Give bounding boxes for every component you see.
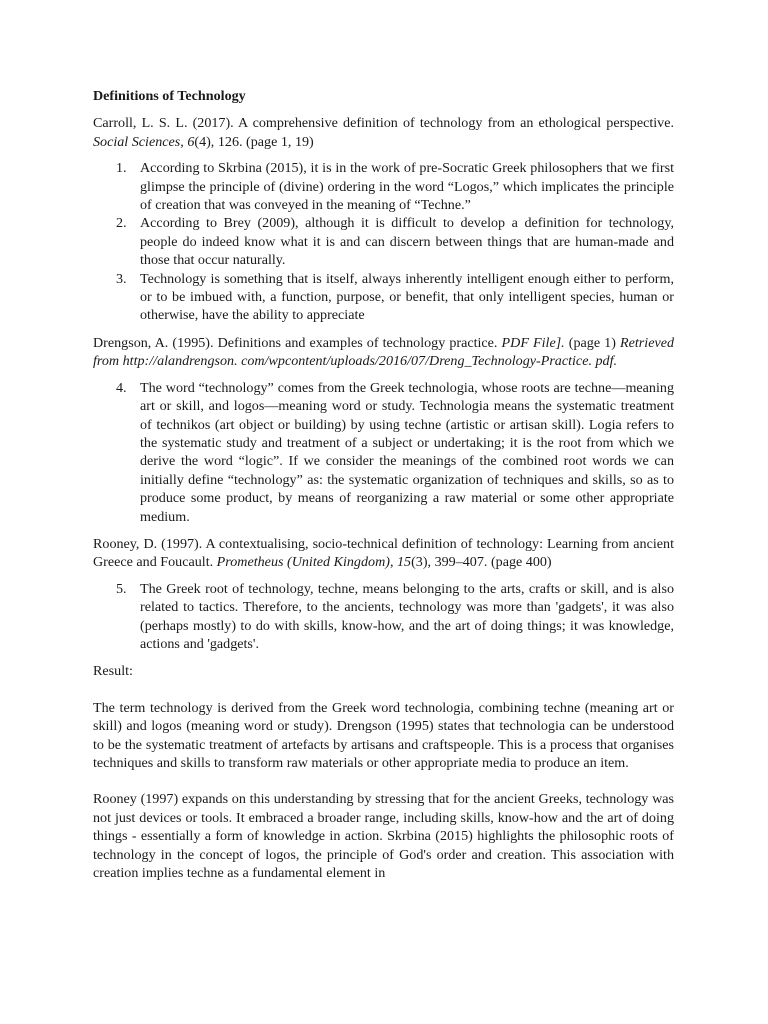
list-item	[93, 580, 674, 654]
list-item	[93, 270, 674, 325]
list-item-text: The word “technology” comes from the Greek technologia, whose roots are techne—meaning art or skill, and logos—meaning word or study. Technologia means the systematic treatment of technikos (art object or building) by using techne (artistic or artisan skill). Logia refers to the systematic study and treatment of a subject or undertaking; it is the root from which we derive the word “logic”. If we consider the meanings of the combined root words we can initially define “technology” as: the systematic organization of techniques and skills, so as to produce some product, by means of reorganizing a raw material or some other appropriate medium.	[140, 379, 674, 525]
citation-volume: 6	[187, 133, 195, 150]
definition-list-drengson	[93, 379, 674, 526]
list-item-text: Technology is something that is itself, always inherently intelligent enough either to perform, or to be imbued with, a function, purpose, or benefit, that only intelligent species, human or otherwise, have the ability to appreciate	[140, 270, 674, 324]
citation-carroll	[93, 114, 674, 151]
list-item	[93, 379, 674, 526]
result-label: Result:	[93, 663, 133, 680]
paragraph-spacer	[93, 781, 674, 790]
citation-source: PDF File].	[501, 334, 565, 351]
citation-rooney	[93, 535, 674, 572]
citation-separator: ,	[180, 133, 188, 150]
citation-text: Carroll, L. S. L. (2017). A comprehensive definition of technology from an ethological perspective.	[93, 115, 674, 132]
list-item-text: According to Brey (2009), although it is difficult to develop a definition for technology, people do indeed know what it is and can discern between things that are human-made and those that occur naturally.	[140, 215, 674, 269]
paragraph-spacer	[93, 690, 674, 699]
definition-list-rooney	[93, 580, 674, 654]
citation-separator: ,	[389, 554, 397, 571]
document-page	[93, 87, 674, 891]
list-item	[93, 214, 674, 269]
list-item-text: According to Skrbina (2015), it is in the work of pre-Socratic Greek philosophers that we first glimpse the principle of (divine) ordering in the word “Logos,” which implicates the principle of creation that was conveyed in the meaning of “Techne.”	[140, 160, 674, 214]
list-number: 1.	[116, 160, 127, 177]
document-title: Definitions of Technology	[93, 88, 246, 104]
result-paragraph: Rooney (1997) expands on this understanding by stressing that for the ancient Greeks, technology was not just devices or tools. It embraced a broader range, including skills, know-how and the art of doing things - essentially a form of knowledge in action. Skrbina (2015) highlights the philosophic roots of technology in the concept of logos, the principle of God's order and creation. This association with creation implies techne as a fundamental element in	[93, 791, 674, 882]
list-number: 2.	[116, 215, 127, 232]
citation-volume: 15	[397, 554, 412, 571]
list-number: 3.	[116, 270, 127, 287]
citation-drengson	[93, 334, 674, 371]
citation-source: Social Sciences	[93, 133, 181, 150]
citation-pages: (4), 126. (page 1, 19)	[194, 133, 314, 150]
citation-source: Prometheus (United Kingdom)	[216, 554, 390, 571]
citation-pages: (3), 399–407. (page 400)	[411, 554, 552, 571]
list-number: 5.	[116, 580, 127, 597]
result-paragraph: The term technology is derived from the Greek word technologia, combining techne (meaning art or skill) and logos (meaning word or study). Drengson (1995) states that technologia can be understood to be the systematic treatment of artefacts by artisans and craftspeople. This is a process that organises techniques and skills to transform raw materials or other appropriate media to produce an item.	[93, 699, 674, 771]
list-item-text: The Greek root of technology, techne, means belonging to the arts, crafts or skill, and is also related to tactics. Therefore, to the ancients, technology was more than 'gadgets', it was also (perhaps mostly) to do with skills, know-how, and the art of doing things; it was knowledge, actions and 'gadgets'.	[140, 580, 674, 652]
citation-retrieved: Retrieved from http://alandrengson. com/wpcontent/uploads/2016/07/Dreng_Technology-Practice. pdf.	[93, 334, 675, 370]
list-item	[93, 159, 674, 214]
citation-text: Rooney, D. (1997). A contextualising, socio-technical definition of technology: Learning from ancient Greece and Foucault.	[93, 535, 674, 571]
citation-text: Drengson, A. (1995). Definitions and examples of technology practice.	[93, 334, 502, 351]
citation-pages: (page 1)	[564, 334, 616, 351]
definition-list-carroll	[93, 159, 674, 325]
list-number: 4.	[116, 379, 127, 396]
